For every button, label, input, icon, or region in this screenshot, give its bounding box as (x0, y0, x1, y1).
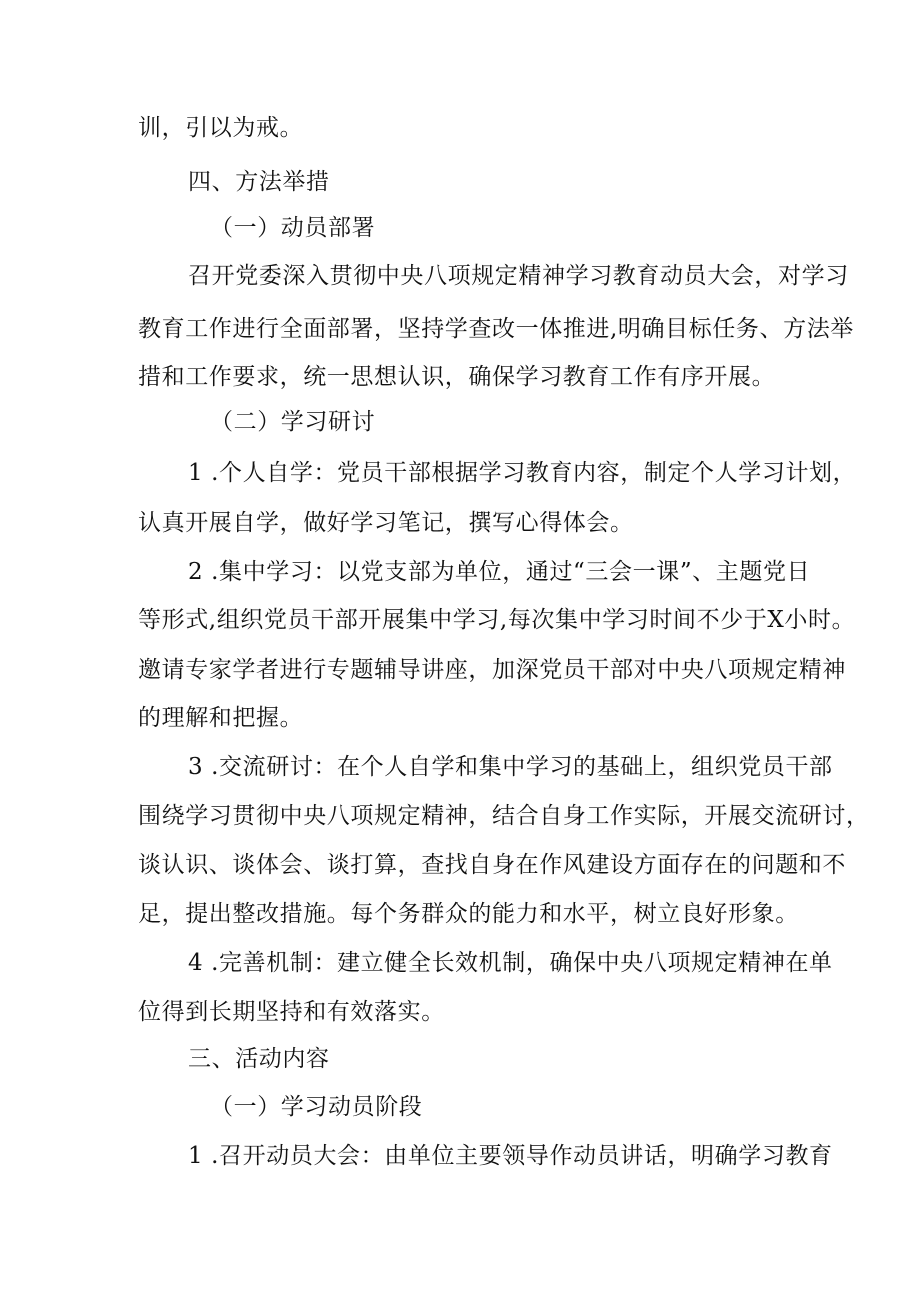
section-heading: 四、方法举措 (188, 169, 330, 195)
text-line: 1 .个人自学：党员干部根据学习教育内容，制定个人学习计划， (188, 460, 857, 486)
text-line: 召开党委深入贯彻中央八项规定精神学习教育动员大会，对学习 (188, 263, 849, 289)
text-line: 措和工作要求，统一思想认识，确保学习教育工作有序开展。 (138, 364, 776, 390)
subsection-heading: （一）学习动员阶段 (210, 1094, 423, 1120)
text-line: 认真开展自学，做好学习笔记，撰写心得体会。 (138, 510, 634, 536)
text-line: 足，提出整改措施。每个务群众的能力和水平，树立良好形象。 (138, 901, 799, 927)
text-line: 4 .完善机制：建立健全长效机制，确保中央八项规定精神在单 (188, 950, 833, 976)
text-line: 3 .交流研讨：在个人自学和集中学习的基础上，组织党员干部 (188, 754, 833, 780)
subsection-heading: （一）动员部署 (210, 215, 376, 241)
text-line: 等形式,组织党员干部开展集中学习,每次集中学习时间不少于X小时。 (138, 607, 856, 633)
text-line: 2 .集中学习：以党支部为单位，通过“三会一课”、主题党日 (188, 559, 811, 585)
text-line: 谈认识、谈体会、谈打算，查找自身在作风建设方面存在的问题和不 (138, 852, 846, 878)
text-line: 1 .召开动员大会：由单位主要领导作动员讲话，明确学习教育 (188, 1143, 833, 1169)
text-line: 围绕学习贯彻中央八项规定精神，结合自身工作实际，开展交流研讨， (138, 803, 870, 829)
text-line: 教育工作进行全面部署，坚持学查改一体推进,明确目标任务、方法举 (138, 316, 854, 342)
text-line: 位得到长期坚持和有效落实。 (138, 999, 445, 1025)
subsection-heading: （二）学习研讨 (210, 409, 376, 435)
section-heading: 三、活动内容 (188, 1046, 330, 1072)
text-line: 训，引以为戒。 (138, 115, 304, 141)
text-line: 邀请专家学者进行专题辅导讲座，加深党员干部对中央八项规定精神 (138, 657, 846, 683)
text-line: 的理解和把握。 (138, 705, 304, 731)
